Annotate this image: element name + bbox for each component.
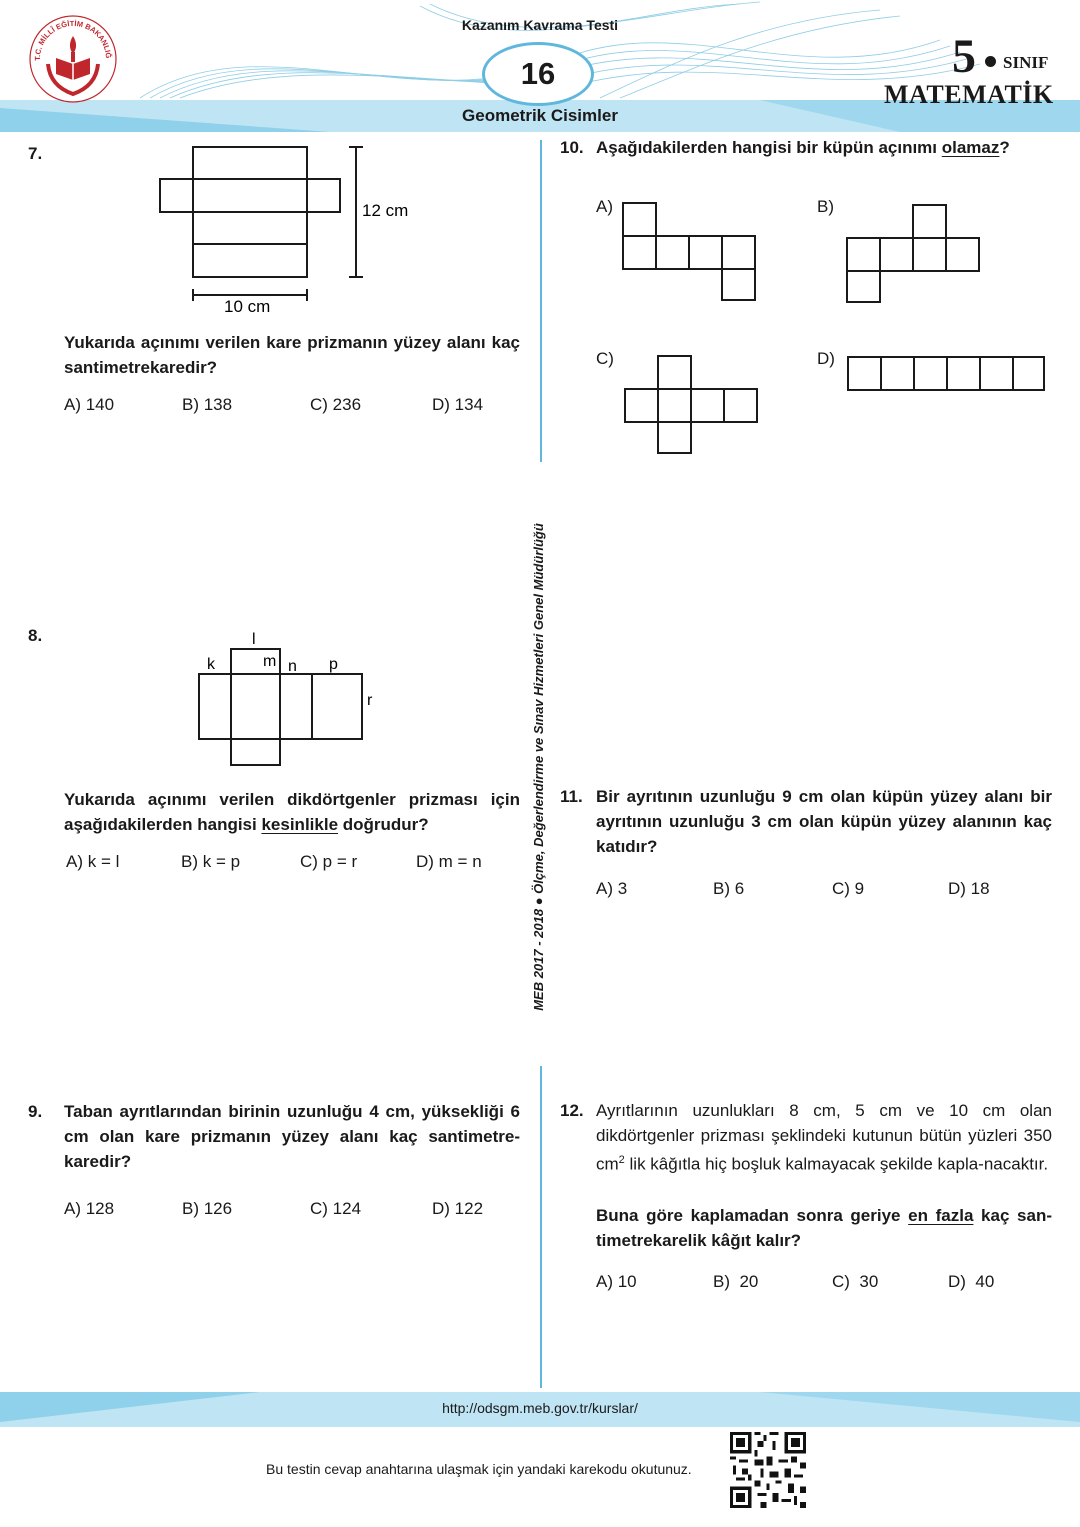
q10-emphasis: olamaz: [941, 138, 1000, 157]
q8-option-a[interactable]: A) k = l: [66, 852, 120, 871]
q8-label-l: l: [252, 631, 256, 648]
q8-label-r: r: [367, 692, 373, 709]
q10-option-a-net[interactable]: [620, 200, 760, 304]
q11-option-b[interactable]: B) 6: [713, 879, 745, 898]
q8-option-c[interactable]: C) p = r: [300, 852, 358, 871]
q12-option-a[interactable]: A) 10: [596, 1272, 637, 1291]
q10-option-a-label[interactable]: A): [596, 197, 613, 216]
q12-option-b[interactable]: B) 20: [713, 1272, 759, 1291]
q7-number: 7.: [28, 144, 43, 163]
q7-prism-net-figure: [150, 138, 450, 318]
q10-number: 10.: [560, 138, 584, 157]
q10-text: Aşağıdakilerden hangisi bir küpün açınımı olamaz?: [596, 138, 1010, 157]
q12-option-d[interactable]: D) 40: [948, 1272, 995, 1291]
q7-width-label: 10 cm: [224, 297, 271, 316]
q10-option-d-label[interactable]: D): [817, 349, 835, 368]
q8-option-b[interactable]: B) k = p: [181, 852, 241, 871]
subject-title: MATEMATİK: [884, 80, 1054, 109]
q9-option-d[interactable]: D) 122: [432, 1199, 484, 1218]
footer-url-link[interactable]: http://odsgm.meb.gov.tr/kurslar/: [442, 1400, 638, 1416]
vertical-caption: MEB 2017 - 2018 ● Ölçme, Değerlendirme ve Sınav Hizmetleri Genel Müdürlüğü: [531, 523, 546, 1011]
q12-question: Buna göre kaplamadan sonra geriye en fazla kaç san-timetrekarelik kâğıt kalır?: [596, 1206, 1052, 1250]
q11-text: Bir ayrıtının uzunluğu 9 cm olan küpün yüzey alanı bir ayrıtının uzunluğu 3 cm olan küpün yüzey alanının kaç katıdır?: [596, 787, 1052, 856]
q8-option-d[interactable]: D) m = n: [416, 852, 482, 871]
q11-number: 11.: [560, 787, 583, 806]
q10-option-c-label[interactable]: C): [596, 349, 614, 368]
q11-option-d[interactable]: D) 18: [948, 879, 990, 898]
q9-option-b[interactable]: B) 126: [182, 1199, 233, 1218]
q12-number: 12.: [560, 1101, 584, 1120]
q8-prism-net-figure: [190, 624, 390, 774]
q10-option-c-net[interactable]: [622, 353, 762, 457]
q11-option-c[interactable]: C) 9: [832, 879, 865, 898]
test-series-title: Kazanım Kavrama Testi: [461, 17, 619, 33]
grade-word: SINIF: [1003, 53, 1049, 72]
q9-option-c[interactable]: C) 124: [310, 1199, 362, 1218]
q8-label-n: n: [288, 658, 297, 675]
column-divider-bottom: [540, 1066, 542, 1388]
q10-option-b-label[interactable]: B): [817, 197, 834, 216]
test-number-badge: 16: [482, 42, 594, 106]
q8-text: Yukarıda açınımı verilen dikdörtgenler prizması için aşağıdakilerden hangisi kesinlikle doğrudur?: [64, 790, 520, 834]
q7-option-d[interactable]: D) 134: [432, 395, 484, 414]
q11-option-a[interactable]: A) 3: [596, 879, 628, 898]
grade-number: 5: [952, 30, 976, 83]
q9-number: 9.: [28, 1102, 43, 1121]
q8-number: 8.: [28, 626, 43, 645]
footer-note: Bu testin cevap anahtarına ulaşmak için yandaki karekodu okutunuz.: [266, 1461, 692, 1477]
q7-option-c[interactable]: C) 236: [310, 395, 362, 414]
q9-text: Taban ayrıtlarından birinin uzunluğu 4 cm, yüksekliği 6 cm olan kare prizmanın yüzey alanı kaç santimetre-karedir?: [64, 1102, 520, 1171]
q12-option-c[interactable]: C) 30: [832, 1272, 879, 1291]
q7-option-b[interactable]: B) 138: [182, 395, 233, 414]
grade-dot: [985, 56, 996, 67]
q9-option-a[interactable]: A) 128: [64, 1199, 115, 1218]
q8-label-k: k: [207, 656, 215, 673]
q8-emphasis: kesinlikle: [261, 815, 339, 834]
column-divider-top: [540, 140, 542, 462]
qr-code-icon: [730, 1432, 806, 1508]
ministry-logo: [28, 14, 118, 104]
q7-option-a[interactable]: A) 140: [64, 395, 115, 414]
q12-emphasis: en fazla: [908, 1206, 974, 1225]
q10-option-d-net[interactable]: [845, 354, 1049, 394]
q12-text: Ayrıtlarının uzunlukları 8 cm, 5 cm ve 10 cm olan dikdörtgenler prizması şeklindeki kutunun bütün yüzleri 350 $cm^2$ lik kâğıtla hiç boşluk kalmayacak şekilde kapla-nacaktır.: [596, 1101, 1052, 1174]
svg-text:T.C. MİLLÎ EĞİTİM BAKANLIĞI: T.C. MİLLÎ EĞİTİM BAKANLIĞ: [32, 18, 114, 61]
q7-text: Yukarıda açınımı verilen kare prizmanın yüzey alanı kaç santimetrekaredir?: [64, 333, 520, 377]
topic-title: Geometrik Cisimler: [462, 106, 618, 125]
q7-height-label: 12 cm: [362, 201, 409, 220]
q8-label-p: p: [329, 656, 338, 673]
q8-label-m: m: [263, 653, 277, 670]
q10-option-b-net[interactable]: [844, 202, 984, 306]
